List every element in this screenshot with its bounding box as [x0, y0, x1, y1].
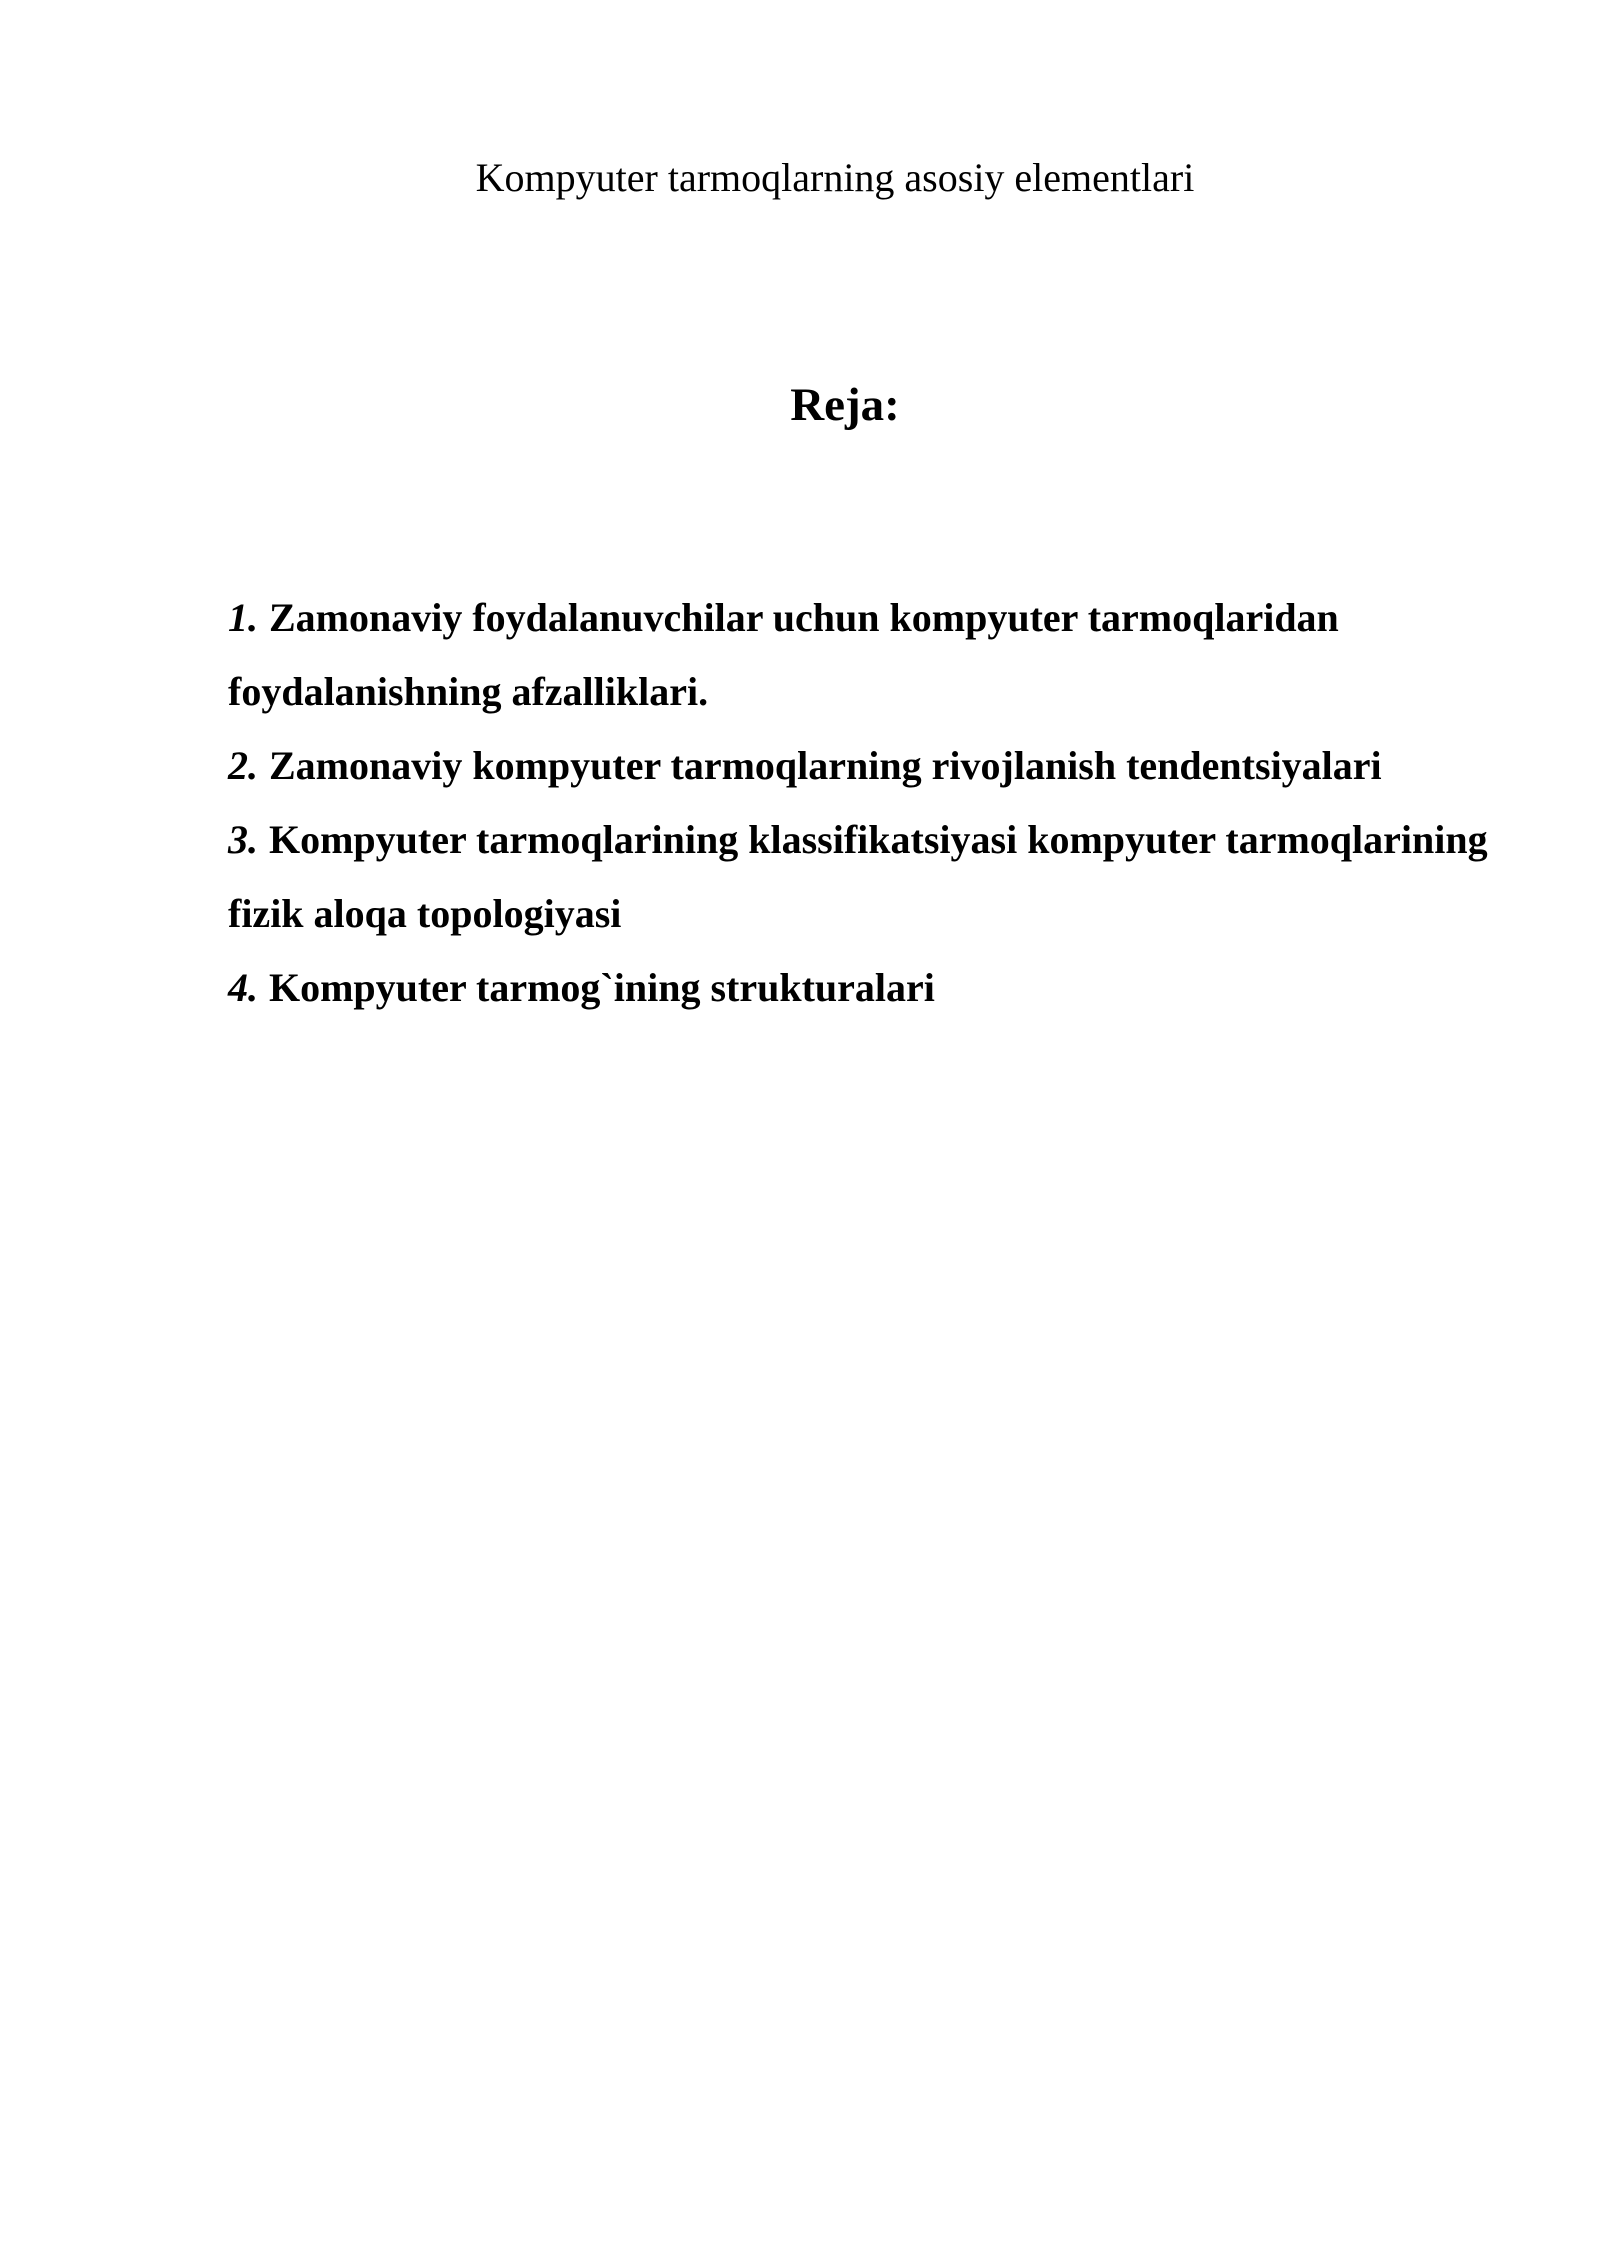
- plan-item-text: Kompyuter tarmoqlarining klassifikatsiyasi kompyuter tarmoqlarining fizik aloqa topologiyasi: [228, 817, 1488, 936]
- plan-item-text: Zamonaviy foydalanuvchilar uchun kompyuter tarmoqlaridan foydalanishning afzalliklari.: [228, 595, 1339, 714]
- plan-item-text: Zamonaviy kompyuter tarmoqlarning rivojlanish tendentsiyalari: [269, 743, 1382, 788]
- plan-item-1: [228, 581, 1528, 729]
- plan-item-2: [228, 729, 1528, 803]
- document-title: Kompyuter tarmoqlarning asosiy elementlari: [475, 155, 1195, 200]
- plan-item-4: [228, 951, 1528, 1025]
- plan-item-number: 4.: [228, 965, 258, 1010]
- plan-item-3: [228, 803, 1528, 951]
- plan-item-text: Kompyuter tarmog`ining strukturalari: [269, 965, 935, 1010]
- plan-item-number: 2.: [228, 743, 258, 788]
- plan-list: [228, 581, 1528, 1025]
- plan-heading: Reja:: [790, 379, 900, 431]
- plan-item-number: 3.: [228, 817, 258, 862]
- plan-item-number: 1.: [228, 595, 258, 640]
